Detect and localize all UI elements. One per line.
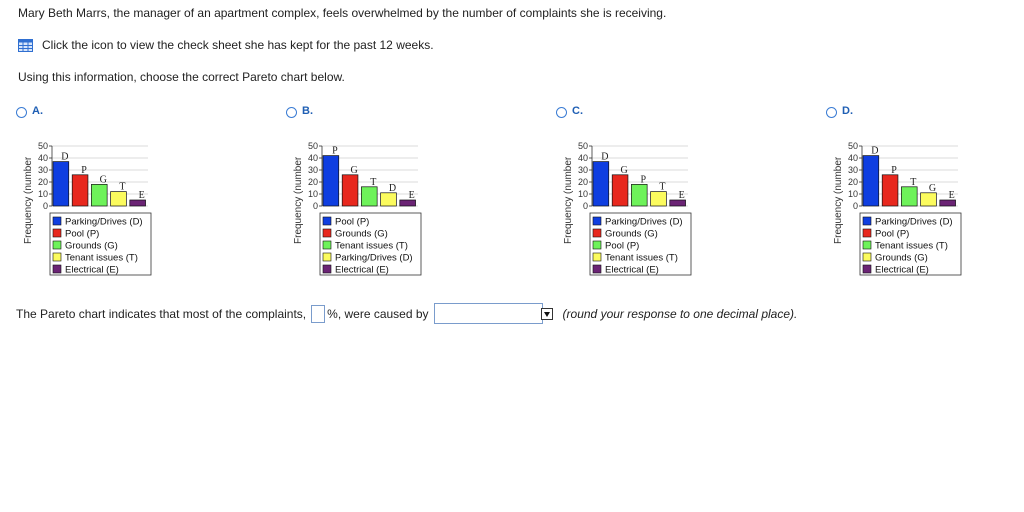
answer-row [16, 303, 797, 324]
y-tick-label: 20 [307, 177, 318, 187]
y-tick-label: 50 [37, 141, 48, 151]
bar-label: E [678, 190, 685, 201]
legend-entry: Grounds (G) [605, 228, 658, 240]
bar-label: D [388, 182, 397, 194]
legend-swatch [323, 265, 331, 273]
y-tick-label: 20 [577, 177, 588, 187]
legend-entry: Electrical (E) [65, 264, 119, 276]
legend-entry: Parking/Drives (D) [65, 216, 143, 228]
percent-input[interactable] [311, 305, 325, 323]
bar-label: T [659, 181, 666, 193]
option-c[interactable] [556, 100, 796, 280]
legend-swatch [323, 241, 331, 249]
bar-label: P [640, 174, 647, 186]
option-b-radio[interactable] [286, 107, 297, 118]
option-b-label: B. [302, 105, 313, 117]
y-tick-label: 50 [307, 141, 318, 151]
bar-d [593, 162, 609, 206]
cause-select[interactable] [434, 303, 543, 324]
check-sheet-icon[interactable] [18, 39, 33, 52]
legend-swatch [593, 217, 601, 225]
option-a-chart [20, 132, 170, 282]
option-b[interactable] [286, 100, 526, 280]
legend-entry: Pool (P) [875, 228, 910, 240]
option-d[interactable] [826, 100, 1024, 280]
answer-suffix: %, were caused by [327, 306, 429, 321]
y-tick-label: 10 [847, 189, 858, 199]
legend-entry: Pool (P) [65, 228, 100, 240]
option-d-chart [830, 132, 980, 282]
legend-swatch [53, 217, 61, 225]
y-tick-label: 50 [847, 141, 858, 151]
bar-label: P [81, 164, 87, 176]
bar-label: P [332, 145, 338, 157]
bar-t [111, 192, 127, 206]
bar-label: D [61, 151, 69, 163]
legend-entry: Tenant issues (T) [65, 252, 138, 264]
legend-entry: Pool (P) [605, 240, 640, 252]
bar-label: G [928, 182, 937, 194]
y-tick-label: 50 [577, 141, 588, 151]
y-tick-label: 0 [852, 201, 858, 211]
bar-d [53, 162, 69, 206]
bar-label: G [350, 164, 358, 176]
y-tick-label: 30 [847, 165, 858, 175]
legend-swatch [863, 229, 871, 237]
bar-g [91, 184, 107, 206]
y-tick-label: 0 [42, 201, 48, 211]
legend-swatch [53, 265, 61, 273]
bar-label: E [408, 190, 415, 201]
y-axis-label: Frequency (number [563, 156, 574, 244]
y-axis-label: Frequency (number [833, 156, 844, 244]
bar-label: E [948, 190, 955, 201]
option-d-radio[interactable] [826, 107, 837, 118]
legend-entry: Pool (P) [335, 216, 370, 228]
rounding-hint: (round your response to one decimal place). [562, 306, 798, 321]
legend-swatch [53, 241, 61, 249]
bar-t [901, 187, 917, 206]
option-c-label: C. [572, 105, 583, 117]
bar-label: G [620, 164, 628, 176]
bar-label: E [138, 190, 145, 201]
question-text: Mary Beth Marrs, the manager of an apartment complex, feels overwhelmed by the number of complaints she is receiving. [18, 6, 667, 20]
option-a[interactable] [16, 100, 256, 280]
y-tick-label: 20 [847, 177, 858, 187]
bar-g [921, 193, 937, 206]
option-d-label: D. [842, 105, 853, 117]
bar-p [631, 184, 647, 206]
legend-swatch [863, 217, 871, 225]
bar-t [651, 192, 667, 206]
bar-g [342, 175, 358, 206]
bar-p [882, 175, 898, 206]
y-tick-label: 30 [37, 165, 48, 175]
bar-label: P [891, 164, 897, 176]
legend-entry: Parking/Drives (D) [875, 216, 953, 228]
legend-entry: Parking/Drives (D) [335, 252, 413, 264]
y-axis-label: Frequency (number [293, 156, 304, 244]
y-tick-label: 10 [577, 189, 588, 199]
y-tick-label: 0 [312, 201, 318, 211]
bar-label: D [871, 145, 879, 157]
bar-label: D [601, 151, 609, 163]
legend-swatch [53, 253, 61, 261]
legend-entry: Parking/Drives (D) [605, 216, 683, 228]
bar-t [361, 187, 377, 206]
legend-swatch [863, 265, 871, 273]
y-tick-label: 40 [577, 153, 588, 163]
bar-d [381, 193, 397, 206]
legend-swatch [863, 253, 871, 261]
option-c-radio[interactable] [556, 107, 567, 118]
bar-p [72, 175, 88, 206]
answer-prefix: The Pareto chart indicates that most of the complaints, [16, 306, 307, 321]
legend-entry: Electrical (E) [605, 264, 659, 276]
y-tick-label: 40 [37, 153, 48, 163]
legend-swatch [323, 229, 331, 237]
option-c-chart [560, 132, 710, 282]
dropdown-arrow-icon[interactable] [541, 308, 553, 320]
legend-swatch [53, 229, 61, 237]
y-tick-label: 30 [307, 165, 318, 175]
legend-swatch [323, 217, 331, 225]
y-tick-label: 40 [847, 153, 858, 163]
legend-entry: Grounds (G) [65, 240, 118, 252]
option-a-label: A. [32, 105, 43, 117]
legend-entry: Tenant issues (T) [335, 240, 408, 252]
legend-swatch [593, 229, 601, 237]
y-axis-label: Frequency (number [23, 156, 34, 244]
legend-entry: Tenant issues (T) [875, 240, 948, 252]
legend-entry: Electrical (E) [335, 264, 389, 276]
option-b-chart [290, 132, 440, 282]
y-tick-label: 10 [307, 189, 318, 199]
legend-swatch [593, 253, 601, 261]
bar-d [863, 156, 879, 206]
legend-swatch [323, 253, 331, 261]
bar-label: G [99, 174, 107, 186]
legend-swatch [593, 241, 601, 249]
check-sheet-row [18, 38, 434, 52]
legend-swatch [593, 265, 601, 273]
y-tick-label: 30 [577, 165, 588, 175]
bar-p [323, 156, 339, 206]
y-tick-label: 20 [37, 177, 48, 187]
legend-entry: Grounds (G) [875, 252, 928, 264]
bar-label: T [910, 176, 917, 188]
bar-label: T [119, 181, 126, 193]
legend-swatch [863, 241, 871, 249]
bar-g [612, 175, 628, 206]
legend-entry: Tenant issues (T) [605, 252, 678, 264]
option-a-radio[interactable] [16, 107, 27, 118]
y-tick-label: 0 [582, 201, 588, 211]
y-tick-label: 10 [37, 189, 48, 199]
legend-entry: Electrical (E) [875, 264, 929, 276]
check-sheet-link-text: Click the icon to view the check sheet she has kept for the past 12 weeks. [42, 38, 434, 52]
legend-entry: Grounds (G) [335, 228, 388, 240]
y-tick-label: 40 [307, 153, 318, 163]
instruction-text: Using this information, choose the correct Pareto chart below. [18, 70, 345, 84]
bar-label: T [370, 176, 377, 188]
